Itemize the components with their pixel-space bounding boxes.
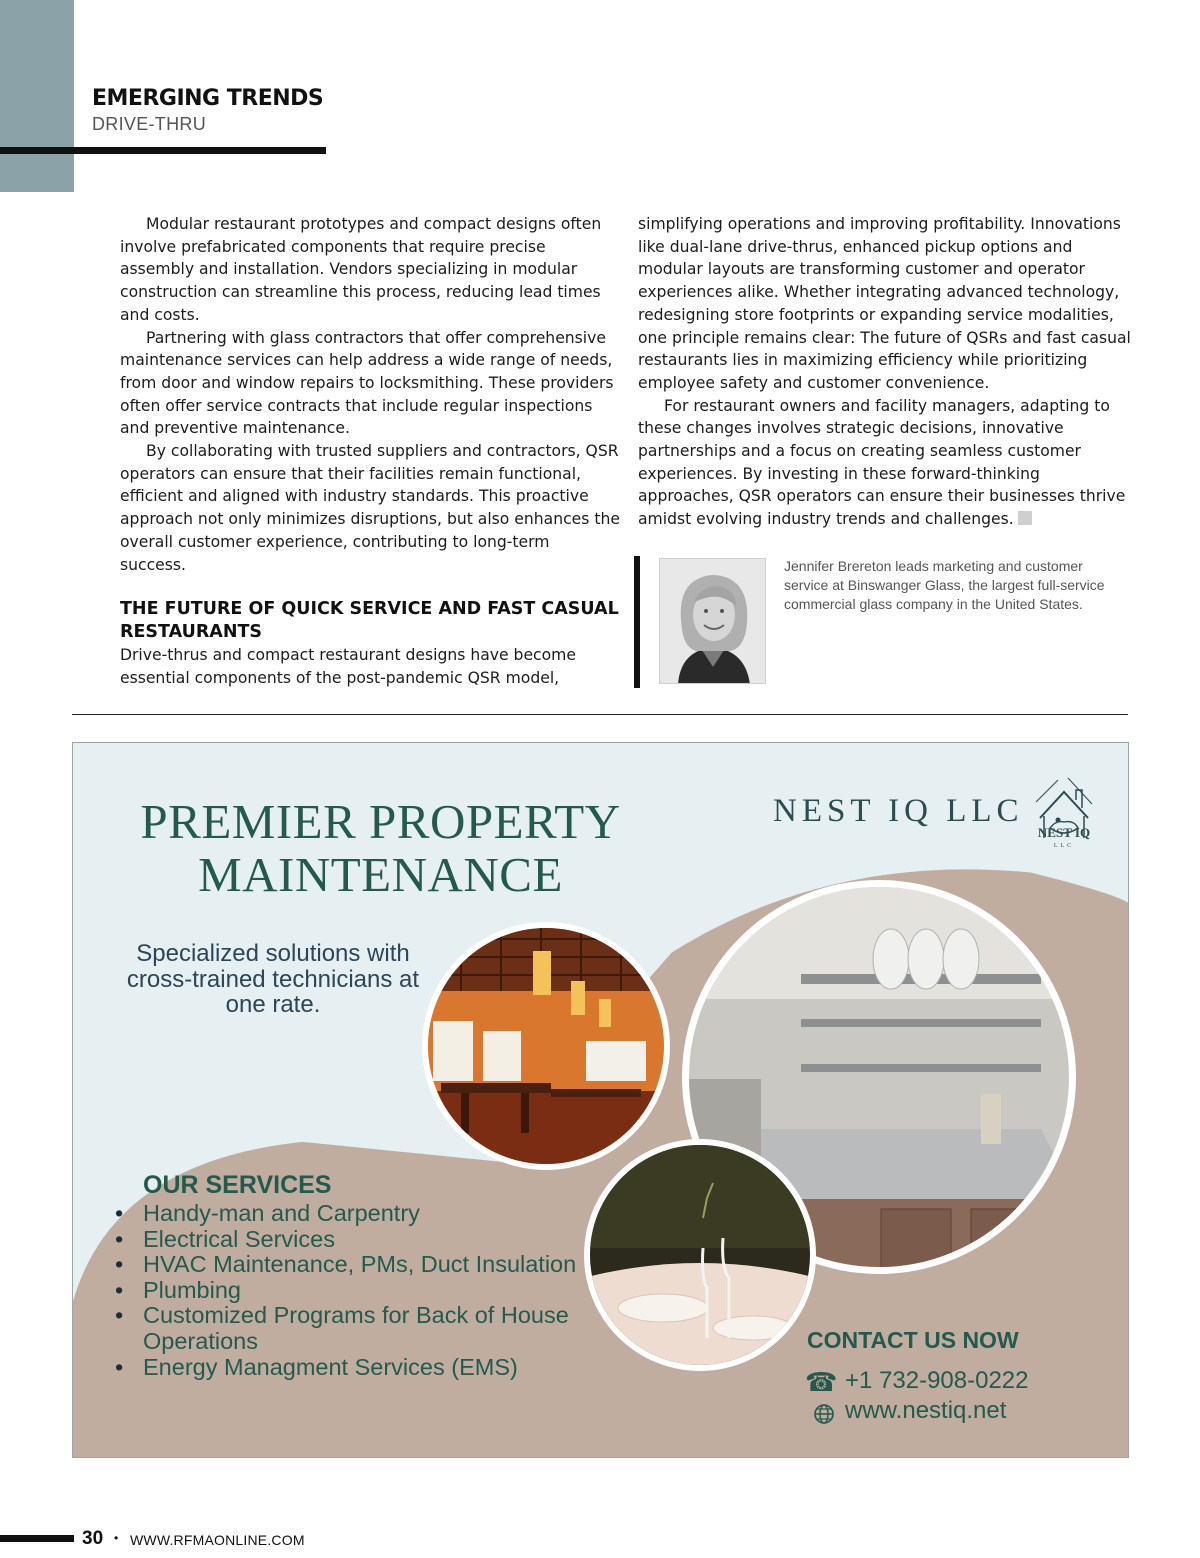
article-column-right — [638, 213, 1138, 531]
page-divider — [72, 714, 1128, 715]
list-item: • Customized Programs for Back of House Operations — [115, 1303, 585, 1354]
article-paragraph-text: For restaurant owners and facility managers, adapting to these changes involves strategic decisions, innovative partnerships and a focus on creating seamless customer experiences. By investing in these forward-thinking approaches, QSR operators can ensure their businesses thrive amidst evolving industry trends and challenges. — [638, 396, 1126, 529]
ad-headline: PREMIER PROPERTY MAINTENANCE — [140, 794, 621, 902]
list-item: • HVAC Maintenance, PMs, Duct Insulation — [115, 1252, 585, 1278]
ad-website-link[interactable]: www.nestiq.net — [845, 1397, 1007, 1424]
bio-accent-bar — [634, 556, 640, 688]
section-title: EMERGING TRENDS — [92, 86, 324, 111]
article-subheading: THE FUTURE OF QUICK SERVICE AND FAST CASUAL RESTAURANTS — [120, 599, 619, 643]
ad-services-heading: OUR SERVICES — [143, 1171, 332, 1199]
section-subtitle: DRIVE-THRU — [92, 114, 206, 134]
list-item: • Handy-man and Carpentry — [115, 1201, 585, 1227]
ad-contact-heading: CONTACT US NOW — [807, 1327, 1019, 1353]
ad-services-list — [115, 1201, 585, 1380]
end-of-article-mark — [1018, 511, 1032, 525]
ad-phone-number[interactable]: +1 732-908-0222 — [845, 1367, 1029, 1394]
article-paragraph: Drive-thrus and compact restaurant designs have become essential components of the post-pandemic QSR model, — [120, 646, 576, 687]
author-photo — [659, 558, 766, 684]
footer-bar — [0, 1535, 74, 1542]
footer-website[interactable]: WWW.RFMAONLINE.COM — [130, 1532, 305, 1548]
list-item: • Energy Managment Services (EMS) — [115, 1355, 585, 1381]
footer-separator: • — [114, 1531, 119, 1545]
dining-room-photo — [421, 921, 671, 1171]
globe-icon — [813, 1403, 835, 1425]
ad-tagline: Specialized solutions with cross-trained technicians at one rate. — [126, 940, 420, 1018]
article-paragraph — [638, 395, 1138, 531]
article-paragraph: Partnering with glass contractors that offer comprehensive maintenance services can help address a wide range of needs, from door and window repairs to locksmithing. These providers often offer service contracts that include regular inspections and preventive maintenance. — [120, 328, 614, 438]
ad-logo-subtext: LLC — [1053, 843, 1075, 849]
ad-brand-name: NEST IQ LLC — [773, 793, 1024, 829]
section-side-tab — [0, 0, 74, 192]
article-paragraph: Modular restaurant prototypes and compact designs often involve prefabricated components that require precise assembly and installation. Vendors specializing in modular construction can streamline this process, reducing lead times and costs. — [120, 215, 602, 324]
page-number: 30 — [82, 1528, 104, 1549]
article-paragraph: By collaborating with trusted suppliers and contractors, QSR operators can ensure that their facilities remain functional, efficient and aligned with industry standards. This proactive approach not only minimizes disruptions, but also enhances the overall customer experience, contributing to long-term success. — [120, 442, 620, 574]
list-item: • Plumbing — [115, 1278, 585, 1304]
article-column-left — [120, 213, 620, 690]
author-portrait-illustration — [660, 559, 766, 684]
article-paragraph: simplifying operations and improving profitability. Innovations like dual-lane drive-thrus, enhanced pickup options and modular layouts are transforming customer and operator experiences alike. Whether integrating advanced technology, redesigning store footprints or expanding service modalities, one principle remains clear: The future of QSRs and fast casual restaurants lies in maximizing efficiency while prioritizing employee safety and customer convenience. — [638, 215, 1131, 392]
advertisement-nest-iq[interactable] — [72, 742, 1129, 1458]
list-item: • Electrical Services — [115, 1227, 585, 1253]
author-bio: Jennifer Brereton leads marketing and customer service at Binswanger Glass, the largest full-service commercial glass company in the United States. — [784, 558, 1105, 612]
ad-logo-wordmark: NEST IQ — [1037, 825, 1091, 840]
section-rule — [0, 147, 326, 154]
table-setting-photo — [583, 1138, 817, 1372]
phone-icon: ☎ — [805, 1367, 838, 1397]
